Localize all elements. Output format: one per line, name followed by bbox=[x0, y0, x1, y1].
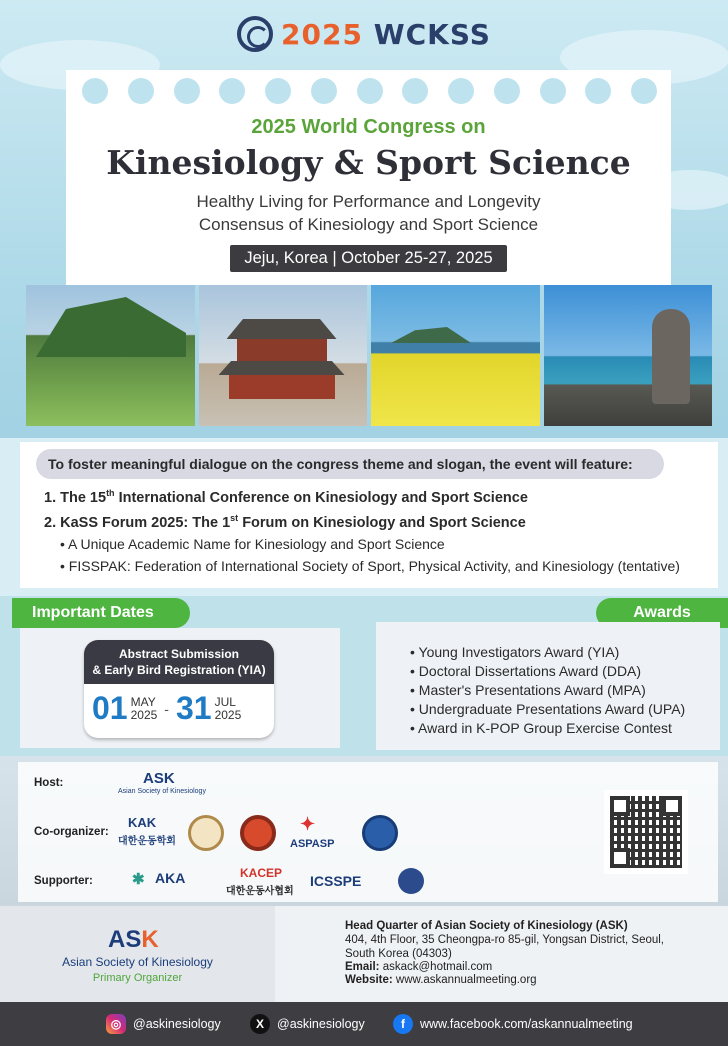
aperture-icon bbox=[237, 16, 273, 52]
feature-item-1: 1. The 15th International Conference on Kinesiology and Sport Science bbox=[44, 488, 528, 506]
award-item: • Master's Presentations Award (MPA) bbox=[410, 682, 646, 698]
date-range bbox=[92, 690, 267, 727]
date-card bbox=[84, 640, 274, 738]
icsspe-logo: ICSSPE bbox=[310, 873, 362, 889]
hole bbox=[494, 78, 520, 104]
awards-heading: Awards bbox=[596, 598, 728, 628]
x-link[interactable]: X @askinesiology bbox=[250, 1014, 365, 1034]
kak-logo-korean: 대한운동학회 bbox=[118, 836, 176, 847]
important-dates-heading: Important Dates bbox=[12, 598, 190, 628]
start-month: MAY bbox=[130, 694, 156, 709]
runner-icon: ✦ bbox=[300, 814, 316, 834]
instagram-link[interactable]: ◎ @askinesiology bbox=[106, 1014, 221, 1034]
award-item: • Award in K-POP Group Exercise Contest bbox=[410, 720, 672, 736]
award-item: • Doctoral Dissertations Award (DDA) bbox=[410, 663, 642, 679]
host-label: Host: bbox=[34, 777, 64, 789]
aka-icon: ✱ bbox=[132, 871, 145, 888]
congress-logo bbox=[0, 16, 728, 52]
host-logo-name: Asian Society of Kinesiology bbox=[118, 788, 206, 795]
photo-strip bbox=[26, 285, 712, 426]
theme-line-1: Healthy Living for Performance and Longevity bbox=[196, 192, 541, 211]
intro-lead: To foster meaningful dialogue on the congress theme and slogan, the event will feature: bbox=[36, 449, 664, 479]
seal-logo bbox=[240, 815, 276, 851]
award-item: • Undergraduate Presentations Award (UPA) bbox=[410, 701, 686, 717]
photo-jeju-coast bbox=[26, 285, 195, 426]
hq-address-1: 404, 4th Floor, 35 Cheongpa-ro 85-gil, Yongsan District, Seoul, bbox=[345, 934, 665, 946]
feature-bullet-1: • A Unique Academic Name for Kinesiology and Sport Science bbox=[60, 536, 445, 552]
end-month: JUL bbox=[214, 694, 236, 709]
congress-subtitle: 2025 World Congress on bbox=[251, 116, 486, 138]
organizer-name: Asian Society of Kinesiology bbox=[62, 955, 213, 969]
hole bbox=[585, 78, 611, 104]
supporter-label: Supporter: bbox=[34, 875, 93, 887]
award-item: • Young Investigators Award (YIA) bbox=[410, 644, 620, 660]
end-day: 31 bbox=[175, 690, 212, 726]
aspasp-logo: ASPASP bbox=[290, 838, 335, 850]
hole bbox=[448, 78, 474, 104]
logo-name: WCKSS bbox=[373, 17, 491, 51]
host-logo: ASK bbox=[143, 770, 175, 787]
footer-organizer bbox=[0, 906, 275, 1002]
hq-address-2: South Korea (04303) bbox=[345, 948, 452, 960]
kacep-logo-korean: 대한운동사협회 bbox=[226, 886, 294, 897]
seal-logo bbox=[188, 815, 224, 851]
hole bbox=[174, 78, 200, 104]
hole bbox=[265, 78, 291, 104]
feature-bullet-2: • FISSPAK: Federation of International Society of Sport, Physical Activity, and Kinesiology (tentative) bbox=[60, 558, 680, 574]
instagram-icon: ◎ bbox=[106, 1014, 126, 1034]
photo-stone-statue bbox=[544, 285, 713, 426]
end-year: 2025 bbox=[214, 707, 242, 722]
ask-logo: ASK bbox=[108, 926, 159, 953]
hq-website: Website: www.askannualmeeting.org bbox=[345, 974, 537, 986]
title-notepad bbox=[66, 70, 671, 285]
start-day: 01 bbox=[92, 690, 128, 726]
seal-logo bbox=[398, 868, 424, 894]
logo-year: 2025 bbox=[281, 17, 363, 51]
coorganizer-label: Co-organizer: bbox=[34, 826, 109, 838]
kacep-logo: KACEP bbox=[240, 866, 283, 880]
hole bbox=[402, 78, 428, 104]
facebook-link[interactable]: f www.facebook.com/askannualmeeting bbox=[393, 1014, 633, 1034]
kak-logo: KAK bbox=[128, 815, 157, 830]
hole bbox=[311, 78, 337, 104]
hole bbox=[82, 78, 108, 104]
hole bbox=[128, 78, 154, 104]
photo-palace bbox=[199, 285, 368, 426]
qr-code[interactable] bbox=[604, 790, 688, 874]
x-icon: X bbox=[250, 1014, 270, 1034]
notepad-holes bbox=[82, 78, 657, 104]
page-title: Kinesiology & Sport Science bbox=[106, 143, 631, 182]
hq-email: Email: askack@hotmail.com bbox=[345, 961, 493, 973]
organizer-role: Primary Organizer bbox=[92, 972, 183, 984]
photo-canola-field bbox=[371, 285, 540, 426]
date-card-title: Abstract Submission & Early Bird Registration (YIA) bbox=[84, 640, 274, 684]
feature-item-2: 2. KaSS Forum 2025: The 1st Forum on Kinesiology and Sport Science bbox=[44, 513, 526, 531]
hole bbox=[631, 78, 657, 104]
hole bbox=[540, 78, 566, 104]
theme-line-2: Consensus of Kinesiology and Sport Science bbox=[198, 215, 539, 234]
hq-title: Head Quarter of Asian Society of Kinesiology (ASK) bbox=[345, 920, 628, 932]
hole bbox=[357, 78, 383, 104]
hole bbox=[219, 78, 245, 104]
location-badge: Jeju, Korea | October 25-27, 2025 bbox=[230, 245, 507, 272]
aka-logo: AKA bbox=[155, 870, 186, 886]
start-year: 2025 bbox=[130, 707, 158, 722]
range-dash: - bbox=[164, 700, 169, 717]
facebook-icon: f bbox=[393, 1014, 413, 1034]
seal-logo bbox=[362, 815, 398, 851]
